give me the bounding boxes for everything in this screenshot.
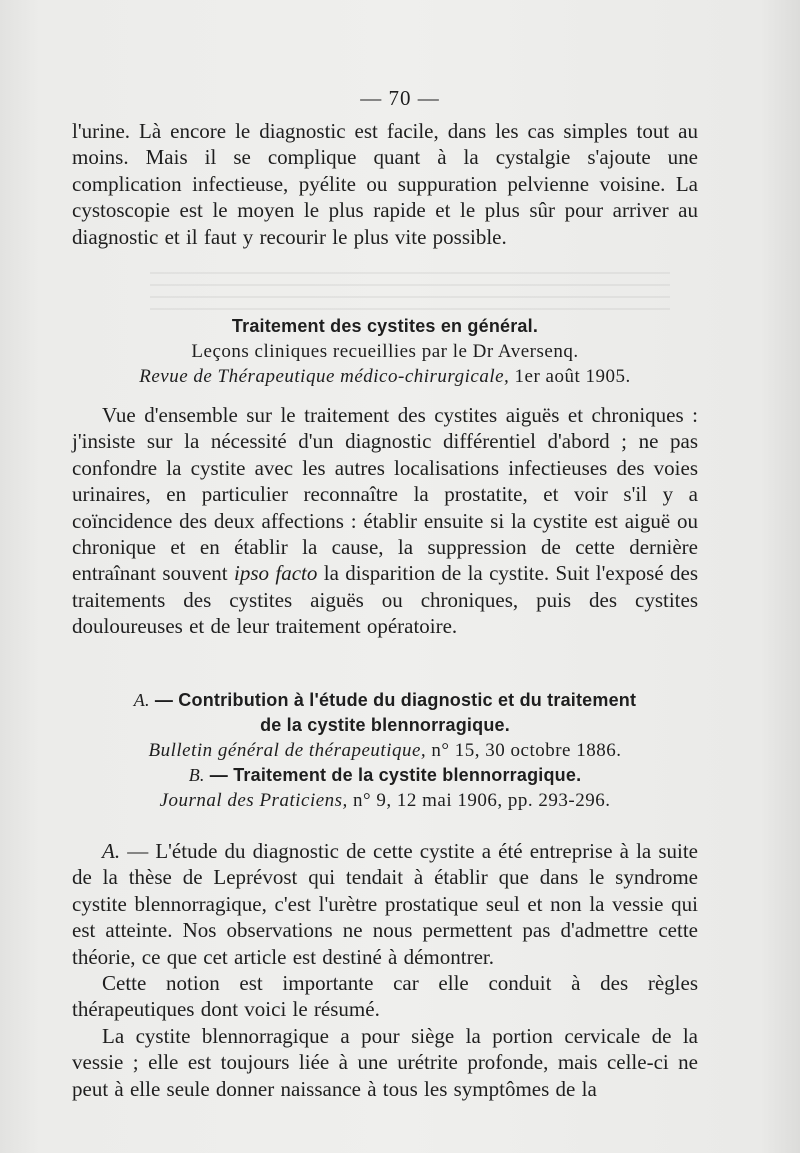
section2-para1 bbox=[72, 838, 698, 970]
section2-journal-b: Journal des Praticiens, bbox=[159, 790, 348, 811]
bleed-through-shadow bbox=[150, 270, 670, 310]
section2-date-a: n° 15, 30 octobre 1886. bbox=[431, 740, 622, 761]
section2-label-a: A. bbox=[133, 690, 150, 710]
section2-title-b-text: — Traitement de la cystite blennorragique. bbox=[209, 765, 582, 785]
section2-label-b: B. bbox=[188, 765, 205, 785]
intro-paragraph: l'urine. Là encore le diagnostic est facile, dans les cas simples tout au moins. Mais il se complique quant à la cystalgie s'ajoute une complication infectieuse, pyélite ou suppuration pelvienne voisine. La cystoscopie est le moyen le plus rapide et le plus sûr pour arriver au diagnostic et il faut y recourir le plus vite possible. bbox=[72, 119, 698, 249]
page-number: — 70 — bbox=[360, 86, 440, 110]
section1-title: Traitement des cystites en général. bbox=[231, 316, 539, 336]
section1-body-italic: ipso facto bbox=[234, 561, 318, 586]
section1-citation bbox=[72, 364, 698, 389]
section2-citation-b bbox=[72, 788, 698, 813]
section2-para3: La cystite blennorragique a pour siège la portion cervicale de la vessie ; elle est toujours liée à une urétrite profonde, mais celle-ci ne peut à elle seule donner naissance à tous les symptômes de la bbox=[72, 1023, 698, 1101]
section2-para1-label: A. bbox=[102, 839, 121, 863]
section1-journal: Revue de Thérapeutique médico-chirurgicale, bbox=[139, 366, 510, 387]
section1-heading bbox=[72, 314, 698, 389]
section2-title-a-line2: de la cystite blennorragique. bbox=[260, 715, 510, 735]
intro-paragraph-block bbox=[72, 118, 698, 250]
section2-title-a-text: — Contribution à l'étude du diagnostic et du traitement bbox=[154, 690, 637, 710]
section1-subtitle: Leçons cliniques recueillies par le Dr Aversenq. bbox=[191, 341, 579, 362]
section2-heading bbox=[72, 688, 698, 813]
section1-body bbox=[72, 402, 698, 640]
section1-body-block bbox=[72, 402, 698, 640]
section1-date: 1er août 1905. bbox=[514, 366, 631, 387]
section2-citation-a bbox=[72, 738, 698, 763]
section1-body-text: Vue d'ensemble sur le traitement des cystites aiguës et chroniques : j'insiste sur la nécessité d'un diagnostic différentiel d'abord ; ne pas confondre la cystite avec les autres localisations infectieuses des voies urinaires, en particulier reconnaître la prostatite, et voir s'il y a coïncidence des deux affections : établir ensuite si la cystite est aiguë ou chronique et en établir la cause, la suppression de cette dernière entraînant souvent bbox=[72, 403, 698, 586]
section2-journal-a: Bulletin général de thérapeutique, bbox=[148, 740, 427, 761]
section1-body-end: la disparition de la cystite. Suit l'exposé des traitements des cystites aiguës ou chroniques, puis des cystites douloureuses et de leur traitement opératoire. bbox=[72, 561, 699, 639]
section2-title-a-line1 bbox=[72, 688, 698, 713]
section2-para2: Cette notion est importante car elle conduit à des règles thérapeutiques dont voici le résumé. bbox=[72, 971, 698, 1022]
section2-date-b: n° 9, 12 mai 1906, pp. 293-296. bbox=[353, 790, 611, 811]
section2-para1-text: — L'étude du diagnostic de cette cystite a été entreprise à la suite de la thèse de Leprévost qui tendait à établir que dans le syndrome cystite blennorragique, c'est l'urètre prostatique seul et non la vessie qui est atteinte. Nos observations ne nous permettent pas d'admettre cette théorie, ce que cet article est destiné à démontrer. bbox=[72, 839, 699, 969]
section2-title-b bbox=[72, 763, 698, 788]
section2-body-block bbox=[72, 838, 698, 1102]
